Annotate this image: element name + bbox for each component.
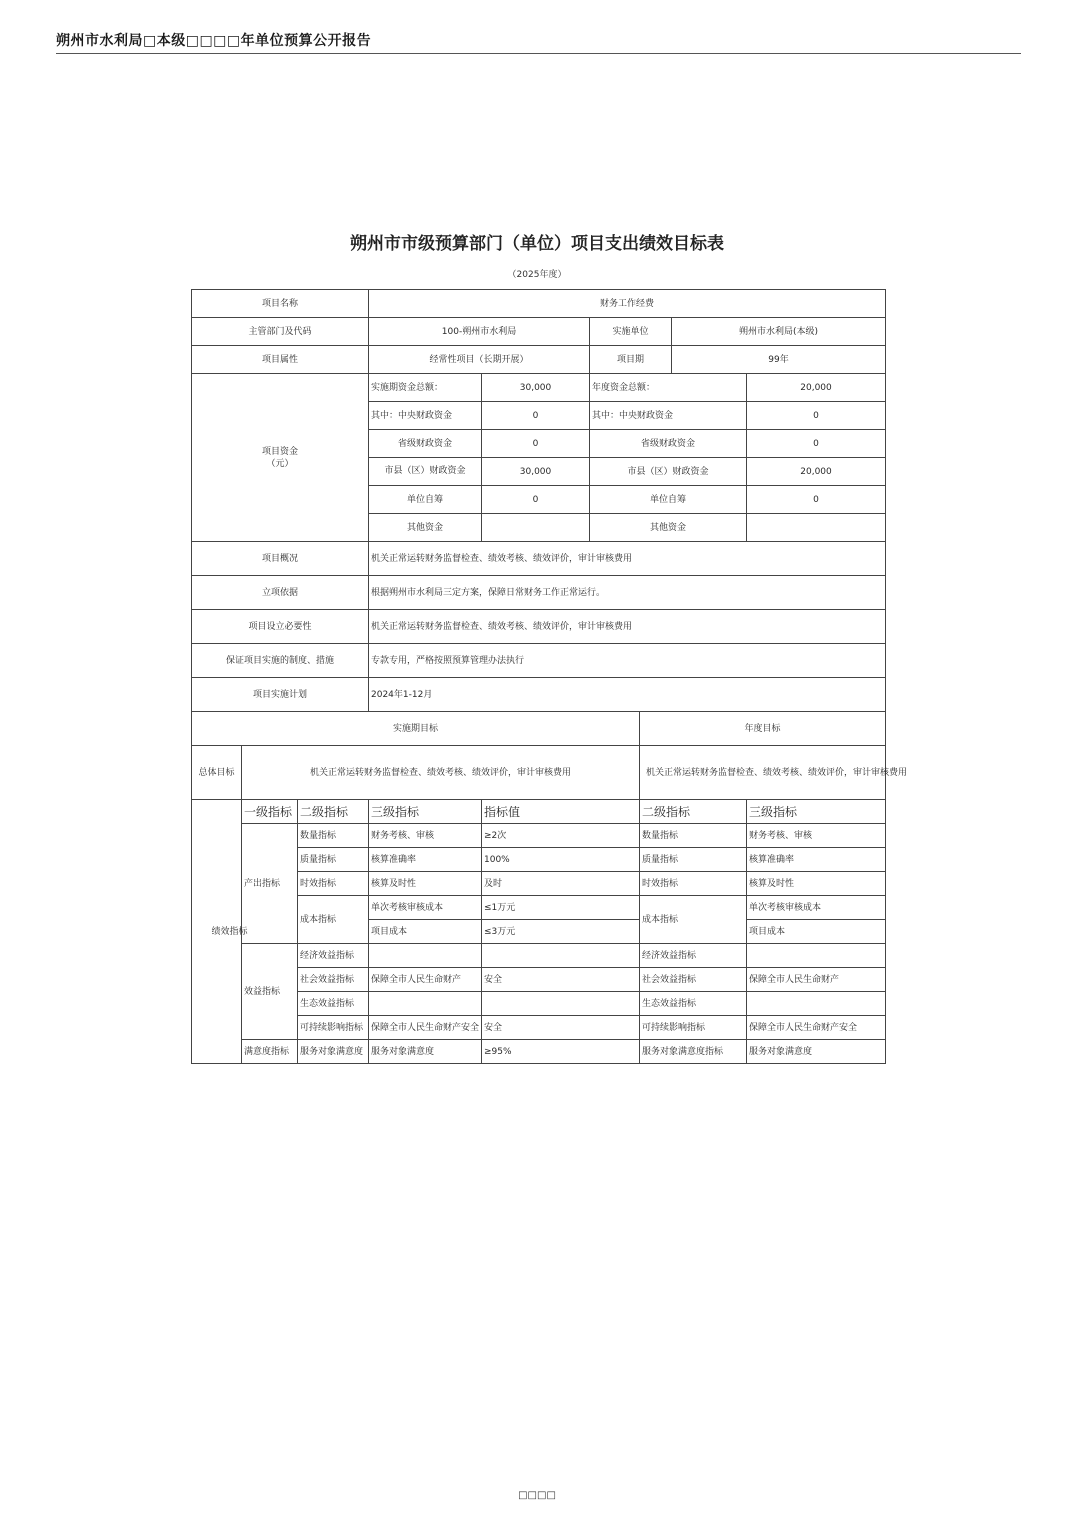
document-year: （2025年度） bbox=[507, 270, 567, 280]
sustain-value: 安全 bbox=[482, 1016, 640, 1040]
other-label-right: 其他资金 bbox=[590, 514, 747, 542]
county-impl-value: 30,000 bbox=[482, 458, 590, 486]
indicators-label-text: 绩效指标 bbox=[211, 926, 248, 937]
overall-impl-value: 机关正常运转财务监督检查、绩效考核、绩效评价，审计审核费用 bbox=[242, 746, 640, 800]
sustain-l2: 可持续影响指标 bbox=[298, 1016, 369, 1040]
sustain-l2-year: 可持续影响指标 bbox=[640, 1016, 747, 1040]
timely-l2: 时效指标 bbox=[298, 872, 369, 896]
social-l3-year: 保障全市人民生命财产 bbox=[747, 968, 886, 992]
cost-l3b: 项目成本 bbox=[369, 920, 482, 944]
row-qty bbox=[192, 824, 886, 848]
county-label-left: 市县（区）财政资金 bbox=[369, 458, 482, 486]
benefit-label: 效益指标 bbox=[242, 944, 298, 1040]
qty-value: ≥2次 bbox=[482, 824, 640, 848]
cost-l3a: 单次考核审核成本 bbox=[369, 896, 482, 920]
output-label: 产出指标 bbox=[242, 824, 298, 944]
qty-l3-year: 财务考核、审核 bbox=[747, 824, 886, 848]
row-necessity bbox=[192, 610, 886, 644]
satis-l2-year: 服务对象满意度指标 bbox=[640, 1040, 747, 1064]
funds-label: 项目资金 （元） bbox=[192, 374, 369, 542]
sustain-l3-year: 保障全市人民生命财产安全 bbox=[747, 1016, 886, 1040]
cost-l2-year: 成本指标 bbox=[640, 896, 747, 944]
attr-label: 项目属性 bbox=[192, 346, 369, 374]
satis-l3: 服务对象满意度 bbox=[369, 1040, 482, 1064]
other-year-value bbox=[747, 514, 886, 542]
year-total-value: 20,000 bbox=[747, 374, 886, 402]
eco-value bbox=[482, 992, 640, 1016]
qty-l3: 财务考核、审核 bbox=[369, 824, 482, 848]
col-value: 指标值 bbox=[482, 800, 640, 824]
satis-value: ≥95% bbox=[482, 1040, 640, 1064]
overview-value: 机关正常运转财务监督检查、绩效考核、绩效评价，审计审核费用 bbox=[369, 542, 886, 576]
quality-value: 100% bbox=[482, 848, 640, 872]
row-satisfaction bbox=[192, 1040, 886, 1064]
row-goal-headers bbox=[192, 712, 886, 746]
page-number: □□□□ bbox=[518, 1490, 556, 1501]
attr-value: 经常性项目（长期开展） bbox=[369, 346, 590, 374]
period-value: 99年 bbox=[672, 346, 886, 374]
impl-unit-label: 实施单位 bbox=[590, 318, 672, 346]
cost-value-a: ≤1万元 bbox=[482, 896, 640, 920]
cost-l2: 成本指标 bbox=[298, 896, 369, 944]
social-l2-year: 社会效益指标 bbox=[640, 968, 747, 992]
province-label-left: 省级财政资金 bbox=[369, 430, 482, 458]
central-year-value: 0 bbox=[747, 402, 886, 430]
dept-value: 100-朔州市水利局 bbox=[369, 318, 590, 346]
year-goal-label: 年度目标 bbox=[640, 712, 886, 746]
timely-l2-year: 时效指标 bbox=[640, 872, 747, 896]
quality-l3-year: 核算准确率 bbox=[747, 848, 886, 872]
project-name-label: 项目名称 bbox=[192, 290, 369, 318]
impl-total-value: 30,000 bbox=[482, 374, 590, 402]
province-label-right: 省级财政资金 bbox=[590, 430, 747, 458]
impl-unit-value: 朔州市水利局(本级) bbox=[672, 318, 886, 346]
timely-l3-year: 核算及时性 bbox=[747, 872, 886, 896]
central-label-right: 其中：中央财政资金 bbox=[590, 402, 747, 430]
social-value: 安全 bbox=[482, 968, 640, 992]
overall-year-value: 机关正常运转财务监督检查、绩效考核、绩效评价，审计审核费用 bbox=[640, 746, 886, 800]
province-year-value: 0 bbox=[747, 430, 886, 458]
quality-l2-year: 质量指标 bbox=[640, 848, 747, 872]
document-title: 朔州市市级预算部门（单位）项目支出绩效目标表 bbox=[350, 234, 724, 254]
page-header-title: 朔州市水利局□本级□□□□年单位预算公开报告 bbox=[56, 33, 372, 49]
qty-l2-year: 数量指标 bbox=[640, 824, 747, 848]
self-year-value: 0 bbox=[747, 486, 886, 514]
project-name-value: 财务工作经费 bbox=[369, 290, 886, 318]
self-label-left: 单位自筹 bbox=[369, 486, 482, 514]
impl-total-label: 实施期资金总额： bbox=[369, 374, 482, 402]
dept-label: 主管部门及代码 bbox=[192, 318, 369, 346]
measures-label: 保证项目实施的制度、措施 bbox=[192, 644, 369, 678]
sustain-l3: 保障全市人民生命财产安全 bbox=[369, 1016, 482, 1040]
performance-goal-table bbox=[191, 289, 908, 1064]
necessity-label: 项目设立必要性 bbox=[192, 610, 369, 644]
row-indicator-headers bbox=[192, 800, 886, 824]
row-attribute bbox=[192, 346, 886, 374]
cost-value-b: ≤3万元 bbox=[482, 920, 640, 944]
row-overview bbox=[192, 542, 886, 576]
econ-l2: 经济效益指标 bbox=[298, 944, 369, 968]
other-label-left: 其他资金 bbox=[369, 514, 482, 542]
row-project-name bbox=[192, 290, 886, 318]
overall-label: 总体目标 bbox=[192, 746, 242, 800]
econ-value bbox=[482, 944, 640, 968]
social-l2: 社会效益指标 bbox=[298, 968, 369, 992]
econ-l3 bbox=[369, 944, 482, 968]
econ-l2-year: 经济效益指标 bbox=[640, 944, 747, 968]
eco-l2-year: 生态效益指标 bbox=[640, 992, 747, 1016]
col-level3-year: 三级指标 bbox=[747, 800, 886, 824]
overview-label: 项目概况 bbox=[192, 542, 369, 576]
timely-l3: 核算及时性 bbox=[369, 872, 482, 896]
central-impl-value: 0 bbox=[482, 402, 590, 430]
row-plan bbox=[192, 678, 886, 712]
period-label: 项目期 bbox=[590, 346, 672, 374]
eco-l3 bbox=[369, 992, 482, 1016]
basis-label: 立项依据 bbox=[192, 576, 369, 610]
year-total-label: 年度资金总额： bbox=[590, 374, 747, 402]
row-basis bbox=[192, 576, 886, 610]
eco-l3-year bbox=[747, 992, 886, 1016]
row-measures bbox=[192, 644, 886, 678]
satis-l3-year: 服务对象满意度 bbox=[747, 1040, 886, 1064]
self-label-right: 单位自筹 bbox=[590, 486, 747, 514]
row-econ bbox=[192, 944, 886, 968]
impl-goal-label: 实施期目标 bbox=[192, 712, 640, 746]
cost-l3b-year: 项目成本 bbox=[747, 920, 886, 944]
header-divider bbox=[56, 53, 1021, 54]
province-impl-value: 0 bbox=[482, 430, 590, 458]
other-impl-value bbox=[482, 514, 590, 542]
timely-value: 及时 bbox=[482, 872, 640, 896]
plan-value: 2024年1-12月 bbox=[369, 678, 886, 712]
qty-l2: 数量指标 bbox=[298, 824, 369, 848]
col-level1: 一级指标 bbox=[242, 800, 298, 824]
measures-value: 专款专用，严格按照预算管理办法执行 bbox=[369, 644, 886, 678]
social-l3: 保障全市人民生命财产 bbox=[369, 968, 482, 992]
row-funds-total bbox=[192, 374, 886, 402]
indicators-label bbox=[192, 800, 248, 1064]
basis-value: 根据朔州市水利局三定方案，保障日常财务工作正常运行。 bbox=[369, 576, 886, 610]
quality-l2: 质量指标 bbox=[298, 848, 369, 872]
satis-l2: 服务对象满意度 bbox=[298, 1040, 369, 1064]
county-label-right: 市县（区）财政资金 bbox=[590, 458, 747, 486]
row-overall-goal bbox=[192, 746, 886, 800]
row-department bbox=[192, 318, 886, 346]
col-level3: 三级指标 bbox=[369, 800, 482, 824]
quality-l3: 核算准确率 bbox=[369, 848, 482, 872]
central-label-left: 其中：中央财政资金 bbox=[369, 402, 482, 430]
col-level2: 二级指标 bbox=[298, 800, 369, 824]
econ-l3-year bbox=[747, 944, 886, 968]
plan-label: 项目实施计划 bbox=[192, 678, 369, 712]
col-level2-year: 二级指标 bbox=[640, 800, 747, 824]
eco-l2: 生态效益指标 bbox=[298, 992, 369, 1016]
county-year-value: 20,000 bbox=[747, 458, 886, 486]
satisfaction-label: 满意度指标 bbox=[242, 1040, 298, 1064]
self-impl-value: 0 bbox=[482, 486, 590, 514]
cost-l3a-year: 单次考核审核成本 bbox=[747, 896, 886, 920]
necessity-value: 机关正常运转财务监督检查、绩效考核、绩效评价，审计审核费用 bbox=[369, 610, 886, 644]
